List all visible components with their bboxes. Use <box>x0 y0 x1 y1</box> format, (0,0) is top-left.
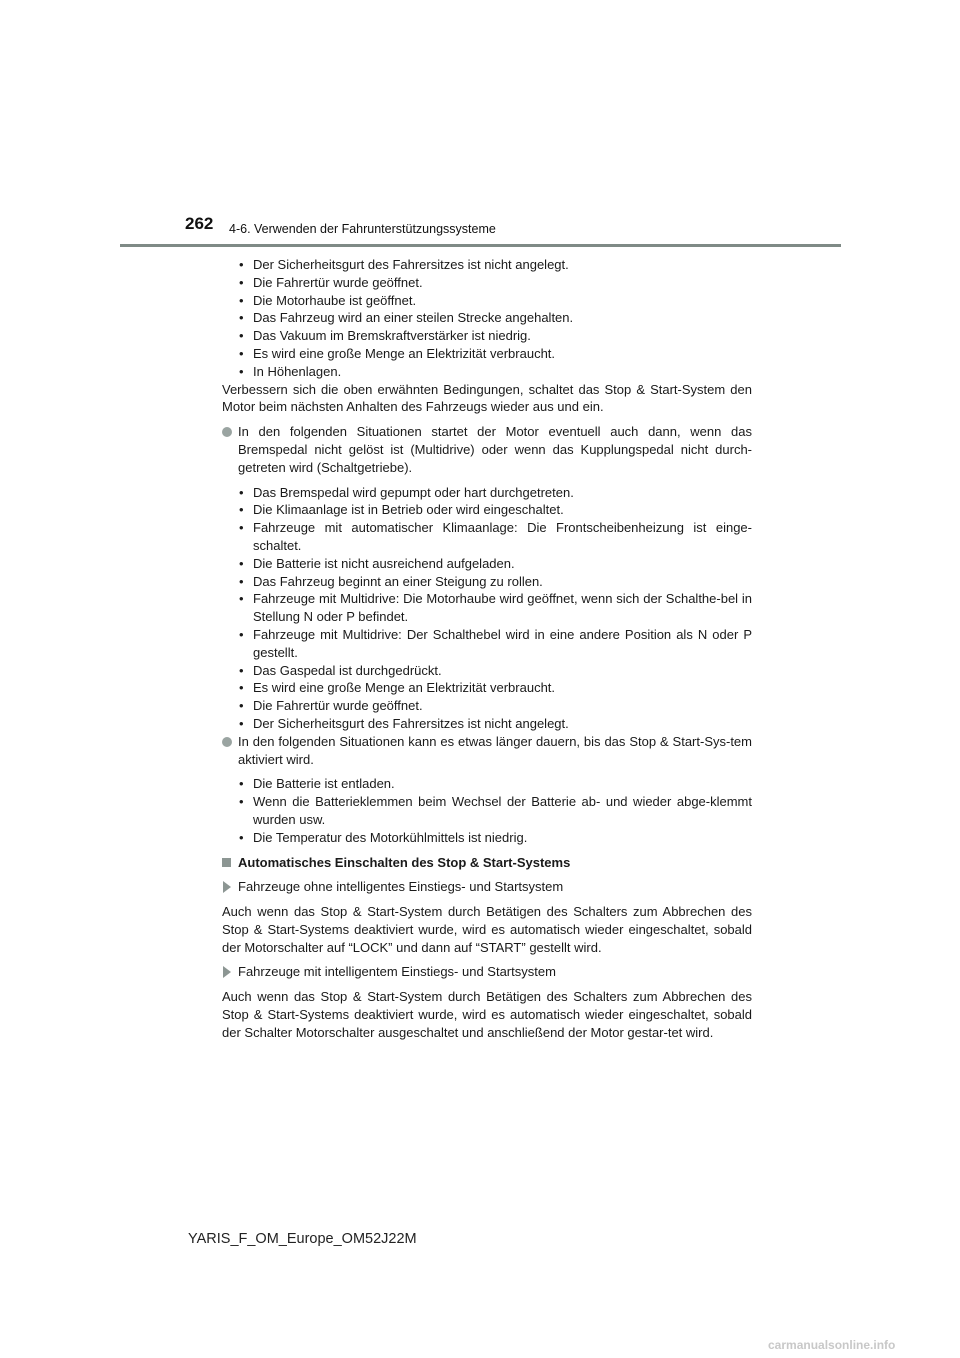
triangle-arrow-icon <box>223 881 231 893</box>
variant-text-1: Auch wenn das Stop & Start-System durch Betätigen des Schalters zum Abbrechen des Stop & Start-Systems deaktiviert wurde, wird es automatisch wieder eingeschaltet, sobald der Motorschalter auf “LOCK” und dann auf “START” gestellt wird. <box>222 904 752 955</box>
list-item: • Wenn die Batterieklemmen beim Wechsel der Batterie ab- und wieder abge-klemmt wurden usw. <box>239 794 752 827</box>
variant-text-2: Auch wenn das Stop & Start-System durch Betätigen des Schalters zum Abbrechen des Stop & Start-Systems deaktiviert wurde, wird es automatisch wieder eingeschaltet, sobald der Schalter Motorschalter ausgeschaltet und anschließend der Motor gestar-tet wird. <box>222 989 752 1040</box>
list-item: • Der Sicherheitsgurt des Fahrersitzes ist nicht angelegt. <box>239 715 569 731</box>
header-rule <box>120 244 841 247</box>
list-item: • Das Bremspedal wird gepumpt oder hart durchgetreten. <box>239 484 574 500</box>
list-item: • Das Fahrzeug beginnt an einer Steigung zu rollen. <box>239 573 543 589</box>
note-engine-start: In den folgenden Situationen startet der Motor eventuell auch dann, wenn das Bremspedal nicht gelöst ist (Multidrive) oder wenn das Kupplungspedal nicht durch-getreten wird (Schaltgetriebe). <box>222 423 752 476</box>
watermark: carmanualsonline.info <box>768 1338 896 1352</box>
document-code: YARIS_F_OM_Europe_OM52J22M <box>188 1231 417 1247</box>
list-item: • Die Batterie ist entladen. <box>239 776 395 792</box>
bullet-list-1 <box>222 256 752 381</box>
triangle-arrow-icon <box>223 966 231 978</box>
section-title: 4-6. Verwenden der Fahrunterstützungssysteme <box>229 222 496 236</box>
list-item: • Die Fahrertür wurde geöffnet. <box>239 698 423 714</box>
paragraph-conditions: Verbessern sich die oben erwähnten Bedingungen, schaltet das Stop & Start-System den Motor beim nächsten Anhalten des Fahrzeugs wieder aus und ein. <box>222 381 752 415</box>
list-item: • Die Batterie ist nicht ausreichend aufgeladen. <box>239 555 515 571</box>
list-item: • Die Klimaanlage ist in Betrieb oder wird eingeschaltet. <box>239 502 564 518</box>
page-number: 262 <box>185 214 214 233</box>
list-item: • Der Sicherheitsgurt des Fahrersitzes ist nicht angelegt. <box>239 257 569 272</box>
list-item: • Das Fahrzeug wird an einer steilen Strecke angehalten. <box>239 310 574 326</box>
list-item: • In Höhenlagen. <box>239 363 342 379</box>
circle-bullet-icon <box>222 427 232 437</box>
list-item: • Das Vakuum im Bremskraftverstärker ist niedrig. <box>239 328 531 344</box>
circle-bullet-icon <box>222 737 232 747</box>
bullet-list-3 <box>222 775 752 846</box>
list-item: • Die Fahrertür wurde geöffnet. <box>239 274 423 290</box>
variant-heading-2: Fahrzeuge mit intelligentem Einstiegs- und Startsystem <box>222 963 752 981</box>
list-item: • Die Temperatur des Motorkühlmittels ist niedrig. <box>239 829 528 845</box>
list-item: • Es wird eine große Menge an Elektrizität verbraucht. <box>239 680 556 696</box>
list-item: • Fahrzeuge mit Multidrive: Der Schalthebel wird in eine andere Position als N oder P gestellt. <box>239 626 752 660</box>
subsection-heading: Automatisches Einschalten des Stop & Start-Systems <box>222 854 752 872</box>
list-item: • Die Motorhaube ist geöffnet. <box>239 292 417 308</box>
bullet-list-2 <box>222 484 752 733</box>
square-bullet-icon <box>222 858 231 867</box>
list-item: • Fahrzeuge mit automatischer Klimaanlage: Die Frontscheibenheizung ist einge-schaltet. <box>239 520 752 553</box>
list-item: • Es wird eine große Menge an Elektrizität verbraucht. <box>239 345 556 361</box>
variant-heading-1: Fahrzeuge ohne intelligentes Einstiegs- und Startsystem <box>222 878 752 896</box>
list-item: • Fahrzeuge mit Multidrive: Die Motorhaube wird geöffnet, wenn sich der Schalthe-bel in Stellung N oder P befindet. <box>239 591 752 625</box>
list-item: • Das Gaspedal ist durchgedrückt. <box>239 662 442 678</box>
note-activation-delay: In den folgenden Situationen kann es etwas länger dauern, bis das Stop & Start-Sys-tem aktiviert wird. <box>222 733 752 769</box>
main-content <box>222 256 752 1042</box>
